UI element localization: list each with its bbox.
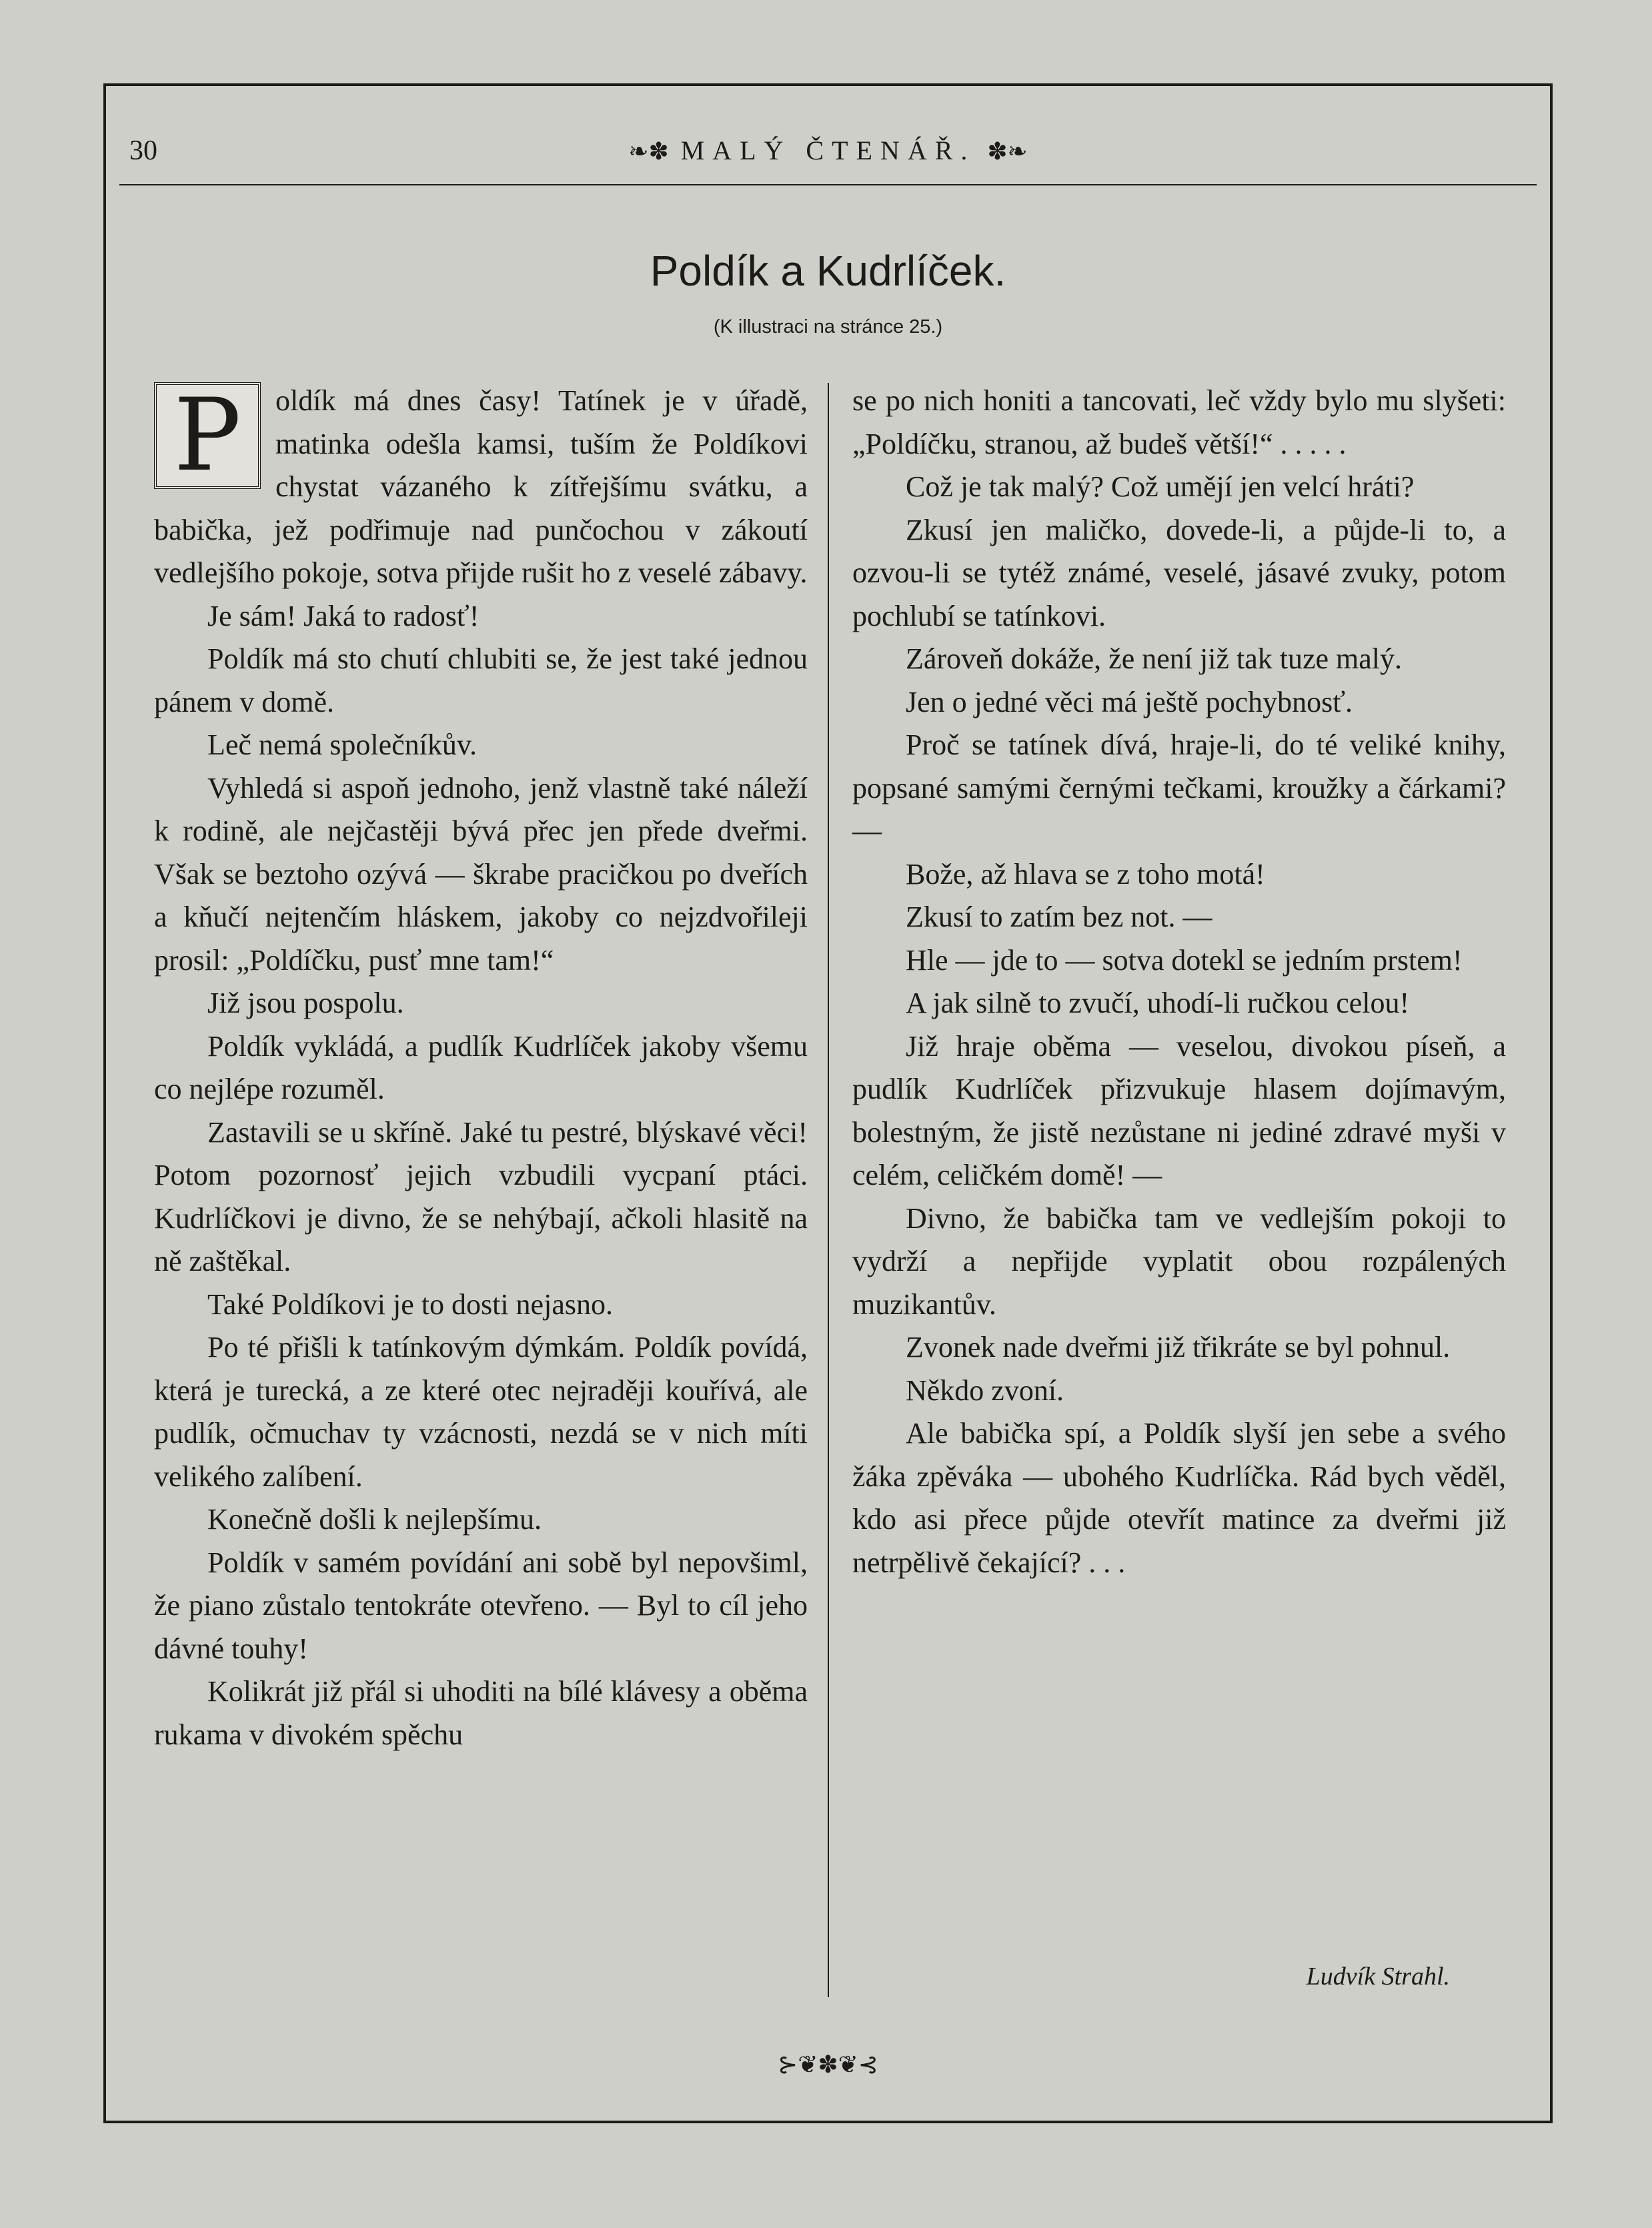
paragraph: Také Poldíkovi je to dosti nejasno. — [207, 1287, 613, 1321]
paragraph: A jak silně to zvučí, uhodí-li ručkou celou! — [906, 987, 1410, 1019]
paragraph: Kolikrát již přál si uhoditi na bílé klávesy a oběma rukama v divokém spěchu — [154, 1675, 808, 1751]
page-number: 30 — [129, 135, 157, 166]
paragraph: P oldík má dnes časy! Tatínek je v úřadě, matinka odešla kamsi, tuším že Poldíkovi chystat vázaného k zítřejšímu svátku, a babička, jež podřimuje nad punčochou v zákoutí vedlejšího pokoje, sotva přijde rušit ho z veselé zábavy. — [154, 378, 808, 589]
end-ornament-icon: ⊱❦✽❦⊰ — [778, 2051, 878, 2078]
page-frame — [103, 83, 1553, 2123]
paragraph: Již jsou pospolu. — [207, 987, 404, 1019]
paragraph: Jen o jedné věci má ještě pochybnosť. — [906, 685, 1353, 718]
paragraph: Leč nemá společníkův. — [207, 728, 477, 761]
running-header — [106, 109, 1550, 169]
paragraph: Zvonek nade dveřmi již třikráte se byl pohnul. — [906, 1331, 1451, 1363]
paragraph: Zastavili se u skříně. Jaké tu pestré, blýskavé věci! Potom pozornosť jejich vzbudili vycpaní ptáci. Kudrlíčkovi je divno, že se nehýbají, ačkoli hlasitě na ně zaštěkal. — [154, 1115, 808, 1277]
paragraph: Hle — jde to — sotva dotekl se jedním prstem! — [906, 943, 1463, 977]
left-column — [154, 380, 808, 1756]
paragraph: Poldík v samém povídání ani sobě byl nepovšiml, že piano zůstalo tentokráte otevřeno. — Byl to cíl jeho dávné touhy! — [154, 1546, 808, 1665]
journal-title-line — [106, 135, 1550, 166]
paragraph: Po té přišli k tatínkovým dýmkám. Poldík povídá, která je turecká, a ze které otec nejraději kouřívá, ale pudlík, očmuchav ty vzácnosti, nezdá se v nich míti velikého zalíbení. — [154, 1331, 808, 1493]
paragraph: Bože, až hlava se z toho motá! — [906, 857, 1265, 891]
paragraph: Což je tak malý? Což umějí jen velcí hráti? — [906, 470, 1415, 503]
paragraph: Konečně došli k nejlepšímu. — [207, 1503, 542, 1536]
paragraph: Ale babička spí, a Poldík slyší jen sebe a svého žáka zpěváka — ubohého Kudrlíčka. Rád bych věděl, kdo asi přece půjde otevřít matince za dveřmi již netrpělivě čekající? . . . — [852, 1417, 1506, 1579]
article-subtitle: (K illustraci na stránce 25.) — [713, 316, 943, 338]
paragraph: Zkusí to zatím bez not. — — [906, 901, 1212, 933]
article-title: Poldík a Kudrlíček. — [650, 247, 1006, 295]
paragraph: Divno, že babička tam ve vedlejším pokoji to vydrží a nepřijde vyplatit obou rozpálených muzikantův. — [852, 1201, 1506, 1321]
paragraph: Někdo zvoní. — [906, 1373, 1064, 1407]
paragraph: Proč se tatínek dívá, hraje-li, do té veliké knihy, popsané samými černými tečkami, kroužky a čárkami? — — [852, 728, 1506, 847]
journal-title: MALÝ ČTENÁŘ. — [680, 135, 976, 165]
paragraph: Vyhledá si aspoň jednoho, jenž vlastně také náleží k rodině, ale nejčastěji bývá přec jen přede dveřmi. Však se beztoho ozývá — škrabe pracičkou po dveřích a kňučí nejtenčím hláskem, jakoby co nejzdvořileji prosil: „Poldíčku, pusť mne tam!“ — [154, 771, 808, 977]
header-rule — [119, 184, 1537, 185]
paragraph: Již hraje oběma — veselou, divokou píseň, a pudlík Kudrlíček přizvukuje hlasem dojímavým, bolestným, že jistě nezůstane ni jediné zdravé myši v celém, celičkém domě! — — [852, 1029, 1506, 1191]
header-ornament-left-icon: ❧✽ — [628, 138, 669, 165]
paragraph: se po nich honiti a tancovati, leč vždy bylo mu slyšeti: „Poldíčku, stranou, až budeš větší!“ . . . . . — [852, 384, 1506, 460]
paragraph: Poldík má sto chutí chlubiti se, že jest také jednou pánem v domě. — [154, 642, 808, 718]
paragraph: Poldík vykládá, a pudlík Kudrlíček jakoby všemu co nejlépe rozuměl. — [154, 1029, 808, 1105]
right-column — [852, 380, 1506, 1584]
author-signature: Ludvík Strahl. — [1306, 1963, 1450, 1991]
paragraph: Zároveň dokáže, že není již tak tuze malý. — [906, 642, 1402, 675]
header-ornament-right-icon: ✽❧ — [987, 138, 1028, 165]
paragraph: Je sám! Jaká to radosť! — [207, 599, 480, 632]
paragraph: Zkusí jen maličko, dovede-li, a půjde-li to, a ozvou-li se tytéž známé, veselé, jásavé zvuky, potom pochlubí se tatínkovi. — [852, 513, 1506, 632]
column-divider — [828, 383, 829, 1997]
dropcap-initial: P — [154, 382, 261, 489]
